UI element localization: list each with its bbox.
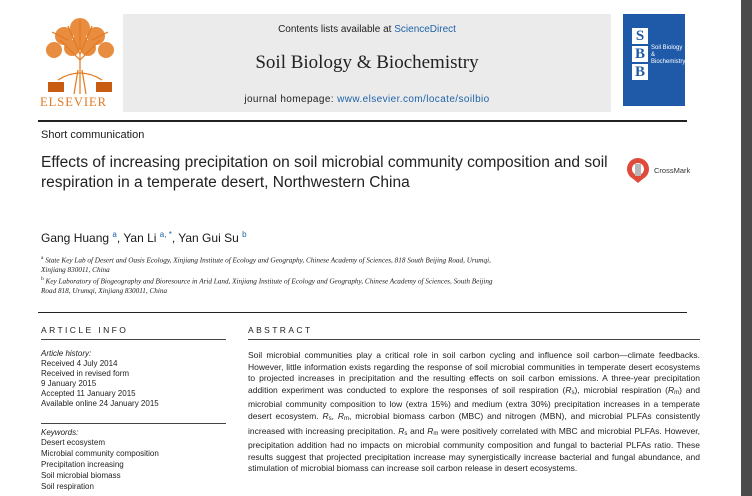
keyword-item: Desert ecosystem: [41, 438, 106, 447]
abstract-rule: [248, 339, 700, 340]
history-item: Received 4 July 2014: [41, 359, 118, 368]
affiliation-b: [41, 275, 601, 296]
author-affil-marker[interactable]: b: [242, 230, 247, 239]
rm-subscript: m: [433, 430, 439, 437]
article-info-heading: ARTICLE INFO: [41, 325, 129, 335]
history-item: Received in revised form: [41, 369, 130, 378]
rm-subscript: m: [344, 415, 349, 422]
keyword-item: Soil microbial biomass: [41, 471, 121, 480]
affiliation-a: [41, 254, 601, 275]
article-title: Effects of increasing precipitation on soil microbial community composition and soil respiration in a temperate desert, Northwestern China: [41, 154, 608, 191]
author-name[interactable]: Yan Gui Su: [178, 231, 239, 245]
history-item: Accepted 11 January 2015: [41, 389, 136, 398]
viewer-scroll-edge: [741, 0, 752, 496]
rs-symbol: R: [398, 425, 405, 436]
abstract-text-part: and: [407, 425, 428, 436]
journal-header: [123, 14, 611, 112]
affiliation-line: Xinjiang 830011, China: [41, 265, 110, 274]
keyword-item: Soil respiration: [41, 482, 94, 491]
abstract-text-part: were positively correlated with MBC and microbial PLFAs. However, precipitation addition had no impacts on microbial community composition and fungal to bacterial PLFAs ratio. These results suggest that projected precipitation increase may synergistically increase bacterial and fungal abundance, and stimulation of microbial biomass can increase soil carbon release in desert ecosystems.: [248, 425, 700, 474]
rm-subscript: m: [674, 389, 680, 396]
abstract-body: Soil microbial communities play a critical role in soil carbon cycling and influence soil carbon—climate feedbacks. However, little information exists regarding the response of soil microbial communities in temperate desert ecosystems to projected increases in precipitation and the resulting effects on soil carbon emissions. A three-year precipitation addition experiment was conducted to explore the responses of soil respiration (Rs), microbial respiration (Rm) and microbial community composition to low (extra 15%) and medium (extra 30%) precipitation increases in a temperate desert ecosystem. Rs, Rm, microbial biomass carbon (MBC) and nitrogen (MBN), and microbial PLFAs consistently increased with increasing precipitation. Rs and Rm were positively correlated with MBC and microbial PLFAs. However, precipitation addition had no impacts on microbial community composition and fungal to bacterial PLFAs ratio. These results suggest that projected precipitation increase may synergistically increase bacterial and fungal abundance, and stimulation of microbial biomass can increase soil carbon release in desert ecosystems.: [248, 350, 700, 474]
affiliation-line: State Key Lab of Desert and Oasis Ecology, Xinjiang Institute of Ecology and Geography, Chinese Academy of Sciences, 818 South Beijing Road, Urumqi,: [45, 256, 491, 265]
history-item: Available online 24 January 2015: [41, 399, 159, 408]
author-list: Gang Huang $^a$, Yan Li $^{a, *}$, Yan Gui Su $^b$: [41, 230, 247, 245]
author-name[interactable]: Yan Li: [123, 231, 157, 245]
affiliation-line: Key Laboratory of Biogeography and Bioresource in Arid Land, Xinjiang Institute of Ecology and Geography, Chinese Academy of Sciences, South Beijing: [45, 277, 493, 286]
header-rule: [38, 120, 687, 122]
author-affil-marker[interactable]: a: [112, 230, 117, 239]
rs-symbol: R: [322, 410, 329, 421]
affiliation-marker: a: [41, 255, 44, 261]
homepage-prefix: journal homepage:: [244, 94, 338, 105]
cover-title-line: Soil Biology &: [651, 45, 683, 58]
elsevier-tree-logo: [38, 10, 122, 108]
contents-line: [123, 24, 611, 35]
abstract-heading: ABSTRACT: [248, 325, 313, 335]
author-affil-marker[interactable]: a, *: [159, 230, 172, 239]
cover-letter-s: S: [632, 28, 648, 44]
section-rule: [38, 312, 687, 313]
homepage-line: [123, 94, 611, 105]
rs-subscript: s: [404, 430, 408, 437]
rm-symbol: R: [427, 425, 434, 436]
crossmark-icon[interactable]: [625, 156, 651, 189]
rs-subscript: s: [328, 415, 332, 422]
sciencedirect-link[interactable]: ScienceDirect: [394, 24, 456, 35]
author-name[interactable]: Gang Huang: [41, 231, 110, 245]
history-label: Article history:: [41, 349, 92, 358]
keyword-item: Microbial community composition: [41, 449, 159, 458]
cover-letter-b2: B: [632, 64, 648, 80]
homepage-link[interactable]: www.elsevier.com/locate/soilbio: [337, 94, 490, 105]
article-info-rule: [41, 339, 226, 340]
journal-title: Soil Biology & Biochemistry: [255, 52, 479, 73]
article-type: Short communication: [41, 129, 145, 141]
abstract-text-part: Soil microbial communities play a critical role in soil carbon cycling and influence soil carbon—climate feedbacks. However, little information exists regarding the response of soil microbial communities in temperate desert ecosystems to projected increases in precipitation and the resulting effects on soil carbon emissions. A three-year precipitation addition experiment was conducted to explore the responses of soil respiration (: [248, 350, 700, 395]
rs-symbol: R: [565, 384, 572, 395]
publisher-name: ELSEVIER: [40, 95, 108, 109]
crossmark-label[interactable]: CrossMark: [654, 166, 691, 175]
rm-symbol: R: [337, 410, 344, 421]
history-item: 9 January 2015: [41, 379, 97, 388]
affiliation-line: Road 818, Urumqi, Xinjiang 830011, China: [41, 286, 168, 295]
cover-letter-b1: B: [632, 46, 648, 62]
abstract-text-part: ) and microbial community composition to low (extra 15%) and medium (extra 30%) precipitation increases in a temperate desert ecosystem.: [248, 384, 700, 421]
abstract-text-part: , microbial biomass carbon (MBC) and nitrogen (MBN), and microbial PLFAs consistently increased with increasing precipitation.: [248, 410, 700, 436]
abstract-text-part: ), microbial respiration (: [574, 384, 668, 395]
keywords-rule: [41, 423, 226, 424]
journal-cover: [623, 14, 685, 106]
rs-subscript: s: [571, 389, 575, 396]
cover-title: [651, 45, 685, 66]
keyword-item: Precipitation increasing: [41, 460, 124, 469]
cover-title-line: Biochemistry: [651, 59, 686, 65]
rm-symbol: R: [667, 384, 675, 395]
contents-prefix: Contents lists available at: [278, 24, 395, 35]
keywords-label: Keywords:: [41, 428, 79, 437]
affiliation-marker: b: [41, 276, 44, 282]
